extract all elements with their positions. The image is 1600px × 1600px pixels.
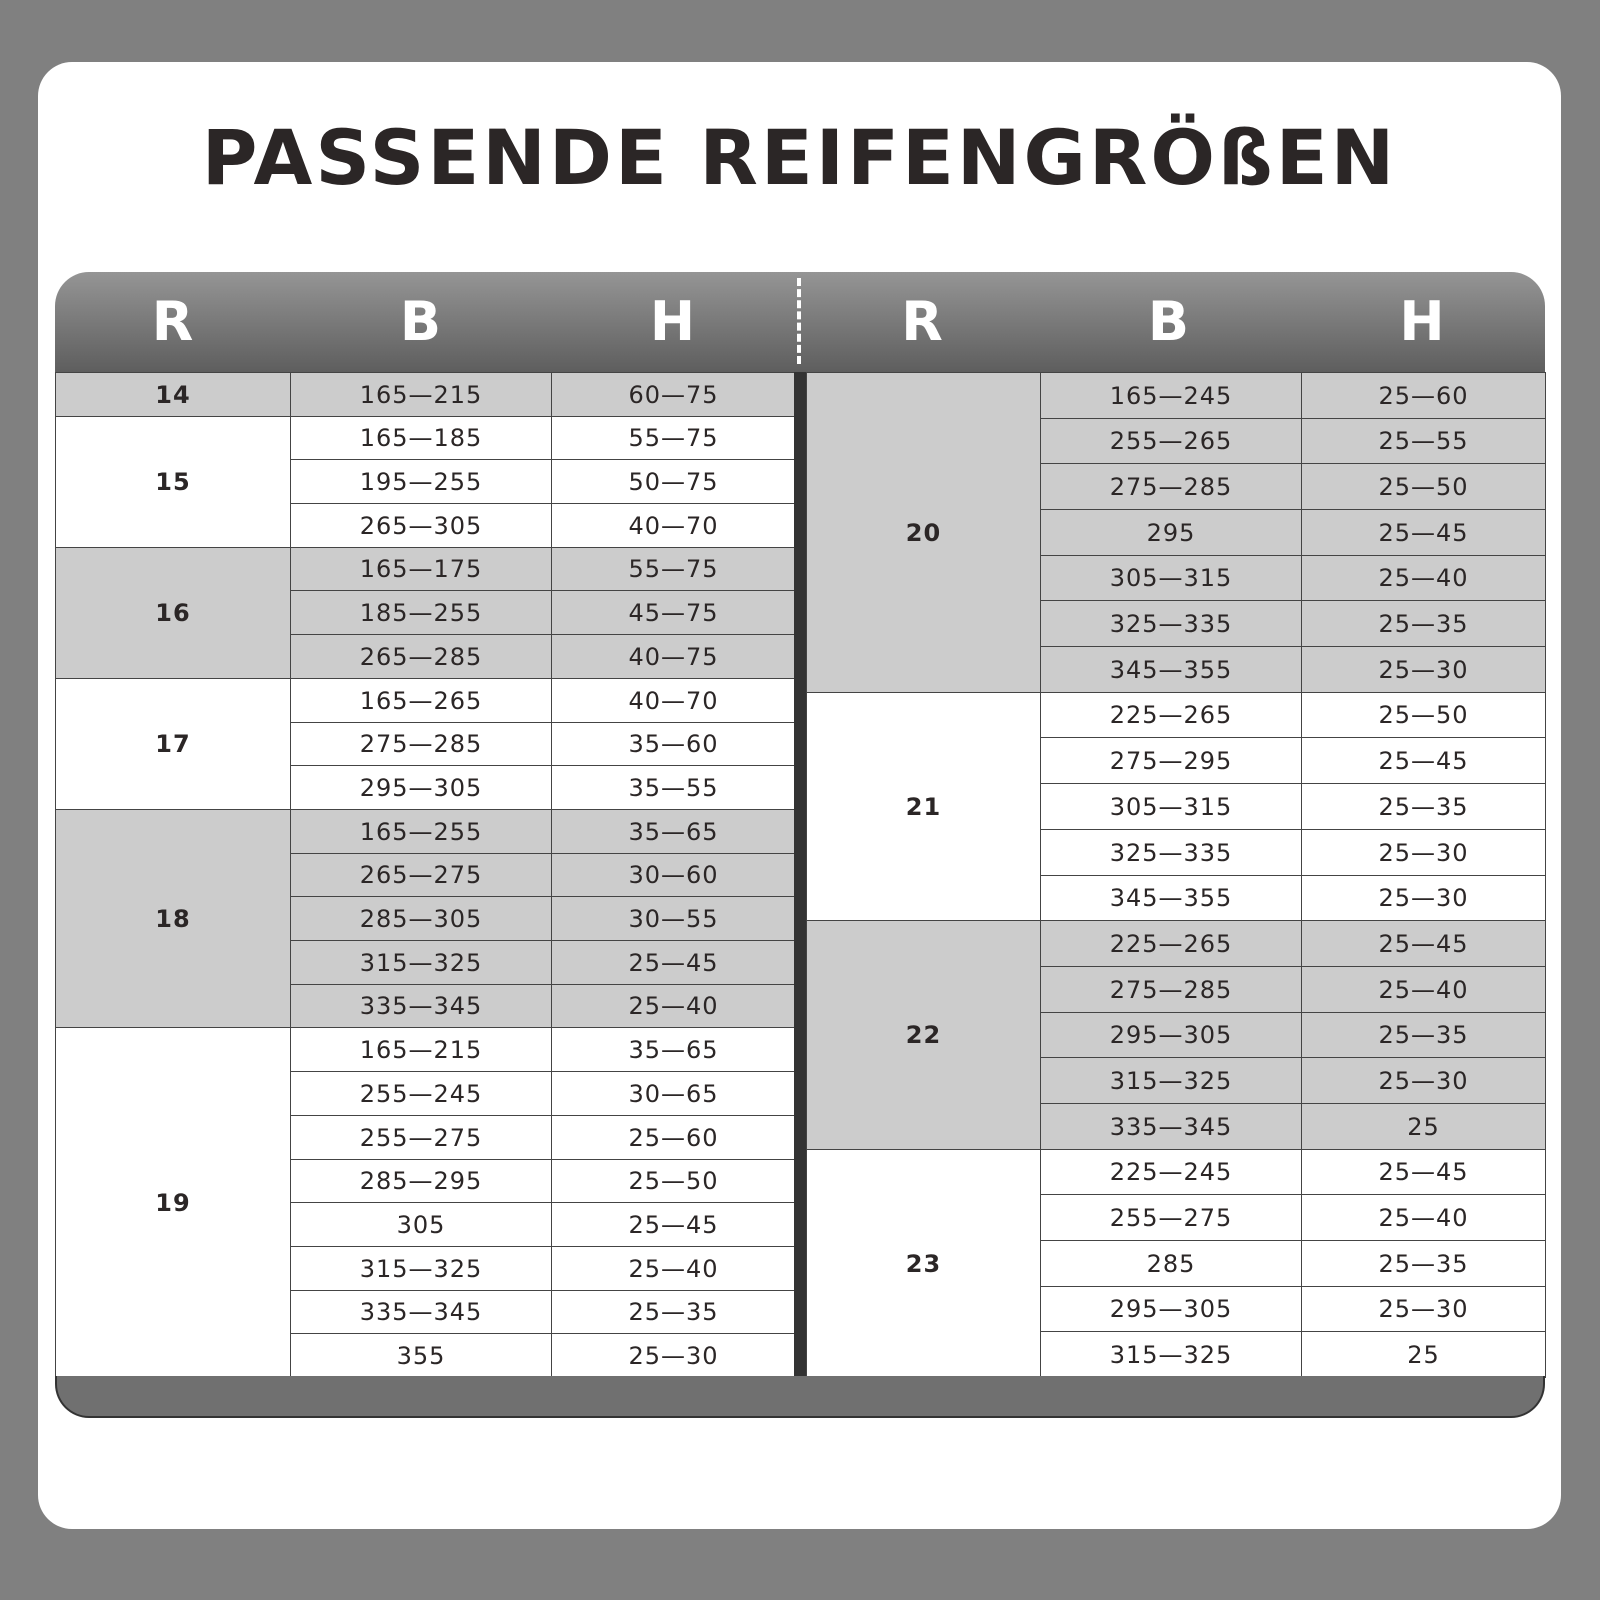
width-range-cell: 165—215 bbox=[290, 372, 552, 417]
height-range-cell: 25 bbox=[1301, 1103, 1546, 1150]
width-range-cell: 335—345 bbox=[1040, 1103, 1302, 1150]
width-range-cell: 275—285 bbox=[1040, 966, 1302, 1013]
rim-size-cell: 16 bbox=[55, 547, 291, 679]
height-range-cell: 25—40 bbox=[1301, 1194, 1546, 1241]
width-range-cell: 265—305 bbox=[290, 503, 552, 548]
width-range-cell: 315—325 bbox=[1040, 1331, 1302, 1378]
width-range-cell: 335—345 bbox=[290, 984, 552, 1028]
height-range-cell: 25—45 bbox=[1301, 737, 1546, 784]
width-range-cell: 195—255 bbox=[290, 459, 552, 504]
height-range-cell: 25—35 bbox=[551, 1290, 796, 1334]
height-range-cell: 25—45 bbox=[1301, 920, 1546, 967]
height-range-cell: 30—55 bbox=[551, 896, 796, 941]
height-range-cell: 25—30 bbox=[1301, 875, 1546, 921]
width-range-cell: 345—355 bbox=[1040, 875, 1302, 921]
height-range-cell: 25—50 bbox=[1301, 692, 1546, 738]
height-range-cell: 35—65 bbox=[551, 809, 796, 854]
width-range-cell: 185—255 bbox=[290, 590, 552, 635]
height-range-cell: 25—45 bbox=[551, 940, 796, 985]
height-range-cell: 55—75 bbox=[551, 416, 796, 460]
height-range-cell: 25—40 bbox=[1301, 555, 1546, 601]
height-range-cell: 25—50 bbox=[551, 1159, 796, 1203]
width-range-cell: 295—305 bbox=[1040, 1012, 1302, 1058]
width-range-cell: 265—275 bbox=[290, 853, 552, 897]
height-range-cell: 25—55 bbox=[1301, 418, 1546, 464]
width-range-cell: 255—265 bbox=[1040, 418, 1302, 464]
header-left-h: H bbox=[649, 290, 696, 353]
header-right-b: B bbox=[1147, 290, 1190, 353]
width-range-cell: 315—325 bbox=[290, 1246, 552, 1291]
height-range-cell: 25—30 bbox=[1301, 829, 1546, 876]
width-range-cell: 265—285 bbox=[290, 634, 552, 679]
height-range-cell: 25—60 bbox=[1301, 372, 1546, 419]
height-range-cell: 30—65 bbox=[551, 1071, 796, 1116]
height-range-cell: 25—30 bbox=[1301, 646, 1546, 693]
width-range-cell: 275—285 bbox=[290, 722, 552, 766]
height-range-cell: 25—35 bbox=[1301, 1240, 1546, 1287]
width-range-cell: 285—295 bbox=[290, 1159, 552, 1203]
height-range-cell: 35—60 bbox=[551, 722, 796, 766]
width-range-cell: 325—335 bbox=[1040, 600, 1302, 647]
height-range-cell: 30—60 bbox=[551, 853, 796, 897]
width-range-cell: 295—305 bbox=[290, 765, 552, 810]
height-range-cell: 25—30 bbox=[551, 1333, 796, 1378]
rim-size-cell: 20 bbox=[806, 372, 1041, 693]
height-range-cell: 25—30 bbox=[1301, 1286, 1546, 1332]
rim-size-cell: 14 bbox=[55, 372, 291, 417]
height-range-cell: 40—75 bbox=[551, 634, 796, 679]
width-range-cell: 225—265 bbox=[1040, 692, 1302, 738]
page-title: PASSENDE REIFENGRÖßEN bbox=[201, 113, 1398, 202]
height-range-cell: 35—55 bbox=[551, 765, 796, 810]
width-range-cell: 285 bbox=[1040, 1240, 1302, 1287]
width-range-cell: 165—265 bbox=[290, 678, 552, 723]
header-divider bbox=[797, 278, 801, 364]
width-range-cell: 275—295 bbox=[1040, 737, 1302, 784]
width-range-cell: 255—245 bbox=[290, 1071, 552, 1116]
width-range-cell: 325—335 bbox=[1040, 829, 1302, 876]
height-range-cell: 45—75 bbox=[551, 590, 796, 635]
header-left-b: B bbox=[399, 290, 442, 353]
height-range-cell: 25—45 bbox=[1301, 509, 1546, 556]
table-footer bbox=[55, 1376, 1545, 1418]
width-range-cell: 285—305 bbox=[290, 896, 552, 941]
rim-size-cell: 19 bbox=[55, 1027, 291, 1378]
width-range-cell: 165—255 bbox=[290, 809, 552, 854]
height-range-cell: 25—30 bbox=[1301, 1057, 1546, 1104]
height-range-cell: 25—35 bbox=[1301, 1012, 1546, 1058]
height-range-cell: 35—65 bbox=[551, 1027, 796, 1072]
width-range-cell: 225—265 bbox=[1040, 920, 1302, 967]
width-range-cell: 295—305 bbox=[1040, 1286, 1302, 1332]
height-range-cell: 50—75 bbox=[551, 459, 796, 504]
height-range-cell: 25—35 bbox=[1301, 600, 1546, 647]
width-range-cell: 255—275 bbox=[1040, 1194, 1302, 1241]
header-right-r: R bbox=[901, 290, 943, 353]
rim-size-cell: 22 bbox=[806, 920, 1041, 1150]
center-divider bbox=[794, 372, 806, 1377]
width-range-cell: 275—285 bbox=[1040, 463, 1302, 510]
height-range-cell: 55—75 bbox=[551, 547, 796, 591]
height-range-cell: 25—45 bbox=[1301, 1149, 1546, 1195]
width-range-cell: 345—355 bbox=[1040, 646, 1302, 693]
height-range-cell: 25—40 bbox=[551, 1246, 796, 1291]
width-range-cell: 255—275 bbox=[290, 1115, 552, 1160]
height-range-cell: 25—60 bbox=[551, 1115, 796, 1160]
width-range-cell: 335—345 bbox=[290, 1290, 552, 1334]
width-range-cell: 165—215 bbox=[290, 1027, 552, 1072]
height-range-cell: 40—70 bbox=[551, 503, 796, 548]
height-range-cell: 25—35 bbox=[1301, 783, 1546, 830]
rim-size-cell: 17 bbox=[55, 678, 291, 810]
width-range-cell: 315—325 bbox=[1040, 1057, 1302, 1104]
width-range-cell: 305 bbox=[290, 1202, 552, 1247]
height-range-cell: 25—50 bbox=[1301, 463, 1546, 510]
rim-size-cell: 18 bbox=[55, 809, 291, 1028]
header-left-r: R bbox=[151, 290, 194, 353]
rim-size-cell: 21 bbox=[806, 692, 1041, 921]
width-range-cell: 295 bbox=[1040, 509, 1302, 556]
height-range-cell: 40—70 bbox=[551, 678, 796, 723]
rim-size-cell: 23 bbox=[806, 1149, 1041, 1378]
height-range-cell: 25—45 bbox=[551, 1202, 796, 1247]
height-range-cell: 25—40 bbox=[1301, 966, 1546, 1013]
rim-size-cell: 15 bbox=[55, 416, 291, 548]
height-range-cell: 25 bbox=[1301, 1331, 1546, 1378]
width-range-cell: 305—315 bbox=[1040, 555, 1302, 601]
width-range-cell: 165—245 bbox=[1040, 372, 1302, 419]
width-range-cell: 165—175 bbox=[290, 547, 552, 591]
height-range-cell: 60—75 bbox=[551, 372, 796, 417]
width-range-cell: 355 bbox=[290, 1333, 552, 1378]
width-range-cell: 305—315 bbox=[1040, 783, 1302, 830]
width-range-cell: 315—325 bbox=[290, 940, 552, 985]
width-range-cell: 225—245 bbox=[1040, 1149, 1302, 1195]
width-range-cell: 165—185 bbox=[290, 416, 552, 460]
height-range-cell: 25—40 bbox=[551, 984, 796, 1028]
header-right-h: H bbox=[1399, 290, 1445, 353]
